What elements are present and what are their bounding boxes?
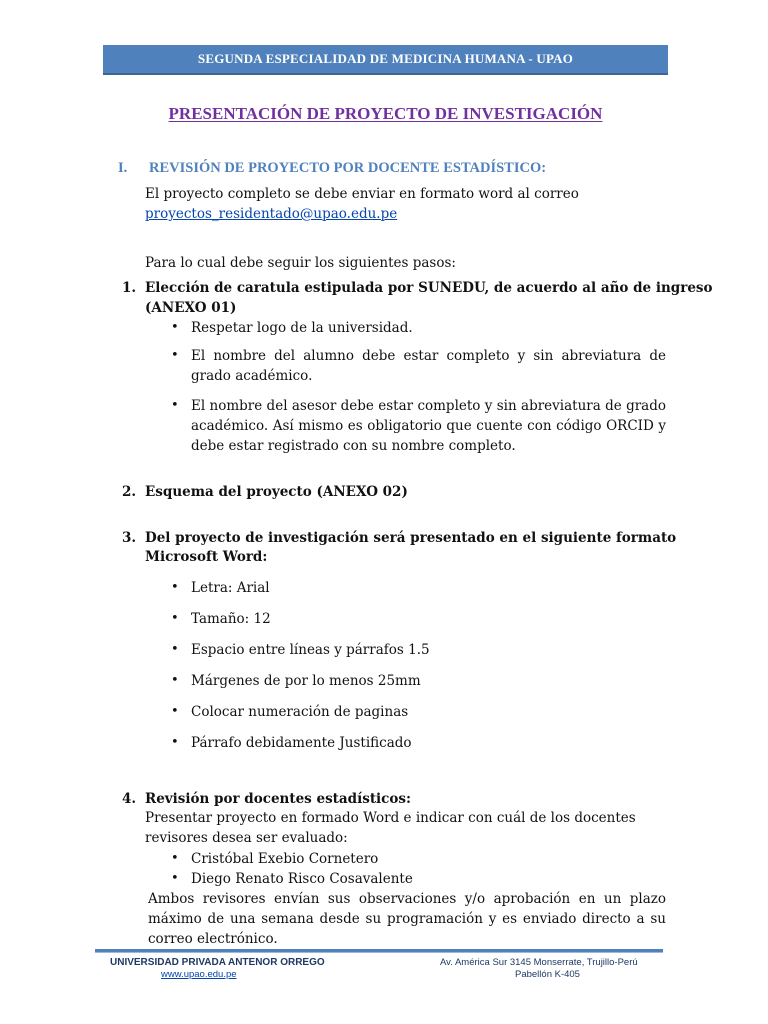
step-title-continued: (ANEXO 01) (145, 300, 237, 316)
section-title: REVISIÓN DE PROYECTO POR DOCENTE ESTADÍSTICO: (149, 160, 547, 176)
section-number: I. (118, 160, 128, 176)
footer-pavilion: Pabellón K-405 (515, 969, 580, 980)
bullet-icon: • (171, 704, 179, 719)
bullet-icon: • (171, 871, 179, 886)
email-link[interactable]: proyectos_residentado@upao.edu.pe (145, 206, 398, 222)
step-title: Revisión por docentes estadísticos: (145, 791, 411, 807)
list-item: Letra: Arial (191, 580, 270, 596)
footer-divider (95, 949, 663, 953)
bullet-icon: • (171, 642, 179, 657)
step-title: Elección de caratula estipulada por SUNEDU, de acuerdo al año de ingreso (145, 280, 713, 296)
bullet-icon: • (171, 320, 179, 335)
bullet-icon: • (171, 580, 179, 595)
document-title: PRESENTACIÓN DE PROYECTO DE INVESTIGACIÓN (168, 104, 603, 123)
step-number: 4. (122, 791, 137, 807)
header-banner-text: SEGUNDA ESPECIALIDAD DE MEDICINA HUMANA - UPAO (197, 51, 574, 66)
list-item: El nombre del alumno debe estar completo y sin abreviatura de grado académico. (191, 348, 666, 384)
closing-paragraph: Ambos revisores envían sus observaciones y/o aprobación en un plazo máximo de una semana desde su programación y es enviado directo a su correo electrónico. (148, 891, 666, 947)
section-intro: El proyecto completo se debe enviar en formato word al correo (145, 186, 579, 202)
header-banner (103, 45, 668, 75)
list-item: Párrafo debidamente Justificado (191, 735, 412, 751)
step-title: Esquema del proyecto (ANEXO 02) (145, 484, 408, 500)
step-number: 2. (122, 484, 137, 500)
list-item: Colocar numeración de paginas (191, 704, 409, 720)
list-item: Cristóbal Exebio Cornetero (191, 851, 379, 867)
list-item: Espacio entre líneas y párrafos 1.5 (191, 642, 430, 658)
step-text: Presentar proyecto en formado Word e indicar con cuál de los docentes (145, 810, 636, 826)
list-item: Tamaño: 12 (191, 611, 271, 627)
list-item: Diego Renato Risco Cosavalente (191, 871, 413, 887)
bullet-icon: • (171, 673, 179, 688)
footer-address: Av. América Sur 3145 Monserrate, Trujillo-Perú (440, 957, 638, 968)
step-number: 1. (122, 280, 137, 296)
step-title: Del proyecto de investigación será presentado en el siguiente formato (145, 530, 677, 546)
list-item: Márgenes de por lo menos 25mm (191, 673, 421, 689)
list-item: Respetar logo de la universidad. (191, 320, 413, 336)
bullet-icon: • (171, 398, 179, 413)
bullet-icon: • (171, 611, 179, 626)
step-text: revisores desea ser evaluado: (145, 830, 348, 846)
bullet-icon: • (171, 851, 179, 866)
bullet-icon: • (171, 348, 179, 363)
footer-website-link[interactable]: www.upao.edu.pe (161, 969, 237, 980)
list-item: El nombre del asesor debe estar completo y sin abreviatura de grado académico. Así mismo es obligatorio que cuente con código ORCID y debe estar registrado con su nombre completo. (191, 398, 666, 454)
steps-intro: Para lo cual debe seguir los siguientes pasos: (145, 255, 456, 271)
step-title-continued: Microsoft Word: (145, 549, 268, 565)
footer-university: UNIVERSIDAD PRIVADA ANTENOR ORREGO (110, 957, 325, 968)
step-number: 3. (122, 530, 137, 546)
bullet-icon: • (171, 735, 179, 750)
